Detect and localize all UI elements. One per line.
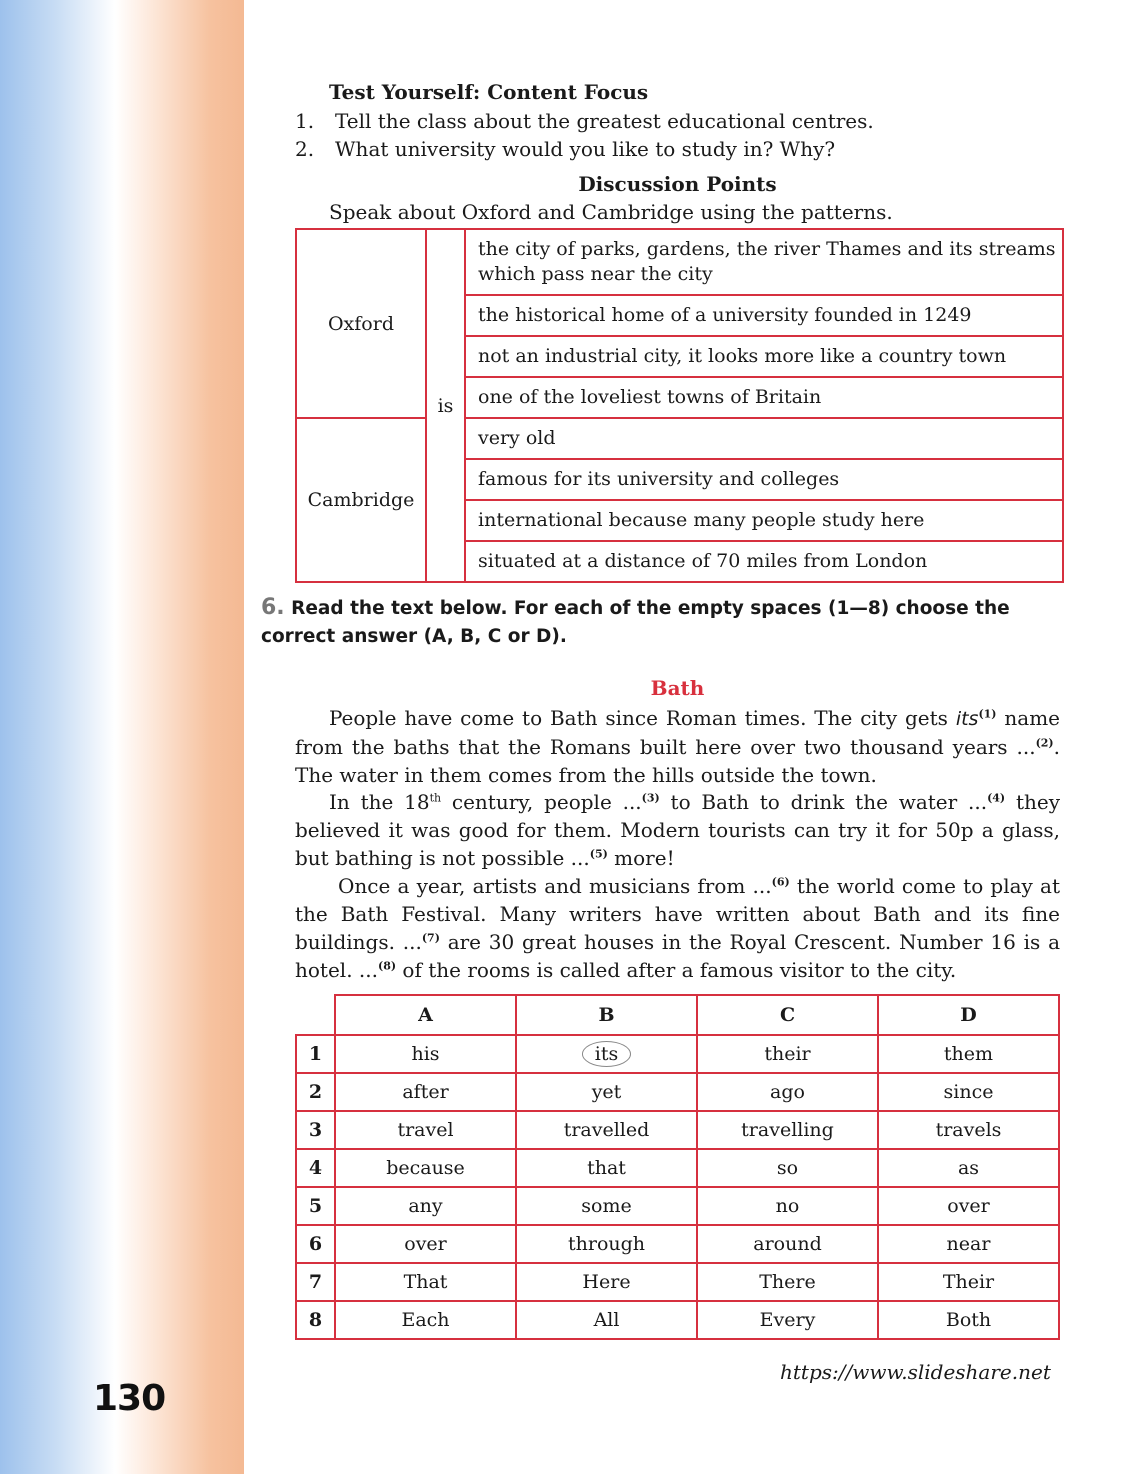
row-number: 3 — [296, 1111, 335, 1149]
option-cell: travels — [878, 1111, 1059, 1149]
option-cell: them — [878, 1035, 1059, 1073]
option-cell: Both — [878, 1301, 1059, 1339]
option-cell: All — [516, 1301, 697, 1339]
predicate-cell: one of the loveliest towns of Britain — [465, 377, 1063, 418]
option-cell: travelling — [697, 1111, 878, 1149]
option-cell: Their — [878, 1263, 1059, 1301]
row-number: 6 — [296, 1225, 335, 1263]
predicate-cell: situated at a distance of 70 miles from London — [465, 541, 1063, 582]
option-cell — [516, 1035, 697, 1073]
option-cell: after — [335, 1073, 516, 1111]
corner-cell — [296, 995, 335, 1035]
paragraph-2: In the 18th century, people ...$^{(3)}$ to Bath to drink the water ...$^{(4)}$ they believed it was good for them. Modern tourists can try it for 50p a glass, but bathing is not possible ...$^{(5)}$ more! — [295, 790, 1061, 870]
table-row — [296, 1149, 1059, 1187]
predicate-cell: not an industrial city, it looks more like a country town — [465, 336, 1063, 377]
predicate-cell: international because many people study here — [465, 500, 1063, 541]
page-margin-band — [0, 0, 244, 1474]
table-row — [296, 1187, 1059, 1225]
test-item-text: What university would you like to study in? Why? — [335, 137, 836, 161]
row-number: 5 — [296, 1187, 335, 1225]
verb-cell: is — [426, 229, 465, 582]
option-cell: travel — [335, 1111, 516, 1149]
table-row — [296, 1035, 1059, 1073]
option-cell: There — [697, 1263, 878, 1301]
predicate-cell: the city of parks, gardens, the river Thames and its streams which pass near the city — [465, 229, 1063, 295]
test-item-1 — [295, 109, 874, 133]
patterns-table — [295, 228, 1064, 583]
subject-cambridge: Cambridge — [296, 418, 426, 582]
source-link[interactable]: https://www.slideshare.net — [780, 1360, 1051, 1384]
predicate-cell: the historical home of a university founded in 1249 — [465, 295, 1063, 336]
test-item-text: Tell the class about the greatest educational centres. — [335, 109, 874, 133]
discussion-title: Discussion Points — [578, 172, 777, 196]
test-yourself-title: Test Yourself: Content Focus — [329, 80, 649, 104]
subject-oxford: Oxford — [296, 229, 426, 418]
option-cell: that — [516, 1149, 697, 1187]
column-header: C — [697, 995, 878, 1035]
option-cell: some — [516, 1187, 697, 1225]
option-cell: over — [335, 1225, 516, 1263]
table-row — [296, 1301, 1059, 1339]
option-cell: That — [335, 1263, 516, 1301]
table-row — [296, 418, 1063, 459]
row-number: 4 — [296, 1149, 335, 1187]
column-header: D — [878, 995, 1059, 1035]
exercise-number: 6. — [261, 595, 285, 620]
option-cell: yet — [516, 1073, 697, 1111]
discussion-instruction: Speak about Oxford and Cambridge using the patterns. — [329, 200, 893, 224]
paragraph-1: People have come to Bath since Roman times. The city gets its$^{(1)}$ name from the baths that the Romans built here over two thousand years ...$^{(2)}$. The water in them comes from the hills outside the town. — [295, 706, 1061, 787]
table-row — [296, 1225, 1059, 1263]
option-cell: Here — [516, 1263, 697, 1301]
option-cell: because — [335, 1149, 516, 1187]
option-cell: travelled — [516, 1111, 697, 1149]
row-number: 1 — [296, 1035, 335, 1073]
table-row — [296, 1263, 1059, 1301]
option-cell: their — [697, 1035, 878, 1073]
option-cell: as — [878, 1149, 1059, 1187]
option-cell: near — [878, 1225, 1059, 1263]
table-row — [296, 1111, 1059, 1149]
circled-answer: its — [582, 1041, 631, 1067]
exercise-instruction-text: Read the text below. For each of the empty spaces (1—8) choose the correct answer (A, B, C or D). — [261, 598, 1010, 647]
table-row — [296, 229, 1063, 295]
predicate-cell: famous for its university and colleges — [465, 459, 1063, 500]
option-cell: over — [878, 1187, 1059, 1225]
option-cell: Each — [335, 1301, 516, 1339]
test-item-2 — [295, 137, 835, 161]
row-number: 8 — [296, 1301, 335, 1339]
exercise-6-instruction — [261, 594, 1061, 651]
option-cell: any — [335, 1187, 516, 1225]
option-cell: around — [697, 1225, 878, 1263]
text-title: Bath — [650, 676, 705, 700]
option-cell: ago — [697, 1073, 878, 1111]
table-row — [296, 1073, 1059, 1111]
row-number: 2 — [296, 1073, 335, 1111]
page-number: 130 — [93, 1378, 166, 1419]
test-item-number: 1. — [295, 109, 315, 133]
predicate-cell: very old — [465, 418, 1063, 459]
test-item-number: 2. — [295, 137, 315, 161]
paragraph-3: Once a year, artists and musicians from ...$^{(6)}$ the world come to play at the Bath Festival. Many writers have written about Bath and its fine buildings. ...$^{(7)}$ are 30 great houses in the Royal Crescent. Number 16 is a hotel. ...$^{(8)}$ of the rooms is called after a famous visitor to the city. — [295, 874, 1060, 982]
option-cell: so — [697, 1149, 878, 1187]
option-cell: since — [878, 1073, 1059, 1111]
column-header: A — [335, 995, 516, 1035]
answer-table — [295, 994, 1060, 1340]
option-cell: through — [516, 1225, 697, 1263]
example-answer: its — [955, 708, 979, 730]
option-cell: his — [335, 1035, 516, 1073]
row-number: 7 — [296, 1263, 335, 1301]
option-cell: Every — [697, 1301, 878, 1339]
column-header: B — [516, 995, 697, 1035]
table-header-row — [296, 995, 1059, 1035]
option-cell: no — [697, 1187, 878, 1225]
